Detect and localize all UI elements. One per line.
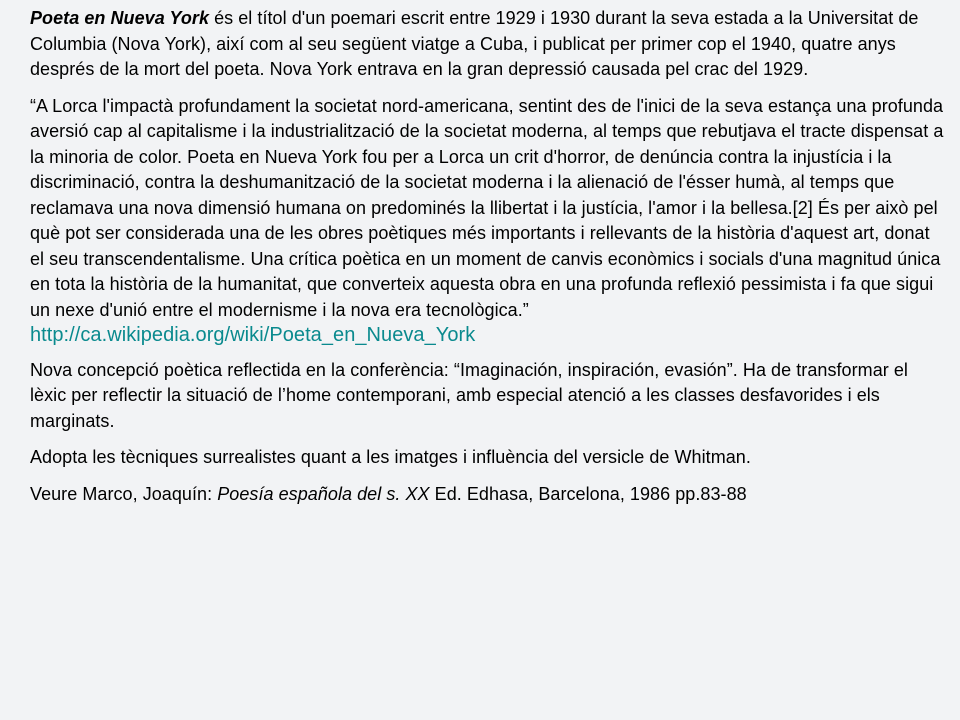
intro-paragraph [30, 6, 944, 83]
quote-text: “A Lorca l'impactà profundament la societat nord-americana, sentint des de l'inici de la seva estança una profunda aversió cap al capitalisme i la industrialització de la societat moderna, al temps que rebutjava el tracte dispensat a la minoria de color. Poeta en Nueva York fou per a Lorca un crit d'horror, de denúncia contra la injustícia i la discriminació, contra la deshumanització de la societat moderna i la alienació de l'ésser humà, al temps que reclamava una nova dimensió humana on predominés la llibertat i la justícia, l'amor i la bellesa.[2] És per això pel què pot ser considerada una de les obres poètiques més importants i rellevants de la història d'aquest art, donat el seu transcendentalisme. Una crítica poètica en un moment de canvis econòmics i socials d'una magnitud única en tota la història de la humanitat, que converteix aquesta obra en una profunda reflexió pessimista i fa que sigui un nexe d'unió entre el modernisme i la nova era tecnològica.” [30, 95, 944, 320]
reference-paragraph [30, 482, 944, 508]
quote-paragraph [30, 94, 944, 349]
reference-book-title: Poesía española del s. XX [217, 483, 430, 504]
book-title: Poeta en Nueva York [30, 8, 210, 28]
conception-text: Nova concepció poètica reflectida en la conferència: “Imaginación, inspiración, evasión”. Ha de transformar el lèxic per reflectir la situació de l’home contemporani, amb especial atenció a les classes desfavorides i els marginats. [30, 359, 908, 431]
techniques-paragraph [30, 445, 944, 471]
wikipedia-link[interactable]: http://ca.wikipedia.org/wiki/Poeta_en_Nueva_York [30, 324, 476, 346]
reference-publisher: Ed. Edhasa, Barcelona, 1986 pp.83-88 [429, 483, 747, 504]
intro-text: és el títol d'un poemari escrit entre 1929 i 1930 durant la seva estada a la Universitat de Columbia (Nova York), així com al seu següent viatge a Cuba, i publicat per primer cop el 1940, quatre anys després de la mort del poeta. Nova York entrava en la gran depressió causada pel crac del 1929. [30, 8, 919, 79]
reference-author: Veure Marco, Joaquín: [30, 483, 218, 504]
techniques-text: Adopta les tècniques surrealistes quant a les imatges i influència del versicle de Whitman. [30, 447, 751, 467]
conception-paragraph [30, 358, 944, 435]
